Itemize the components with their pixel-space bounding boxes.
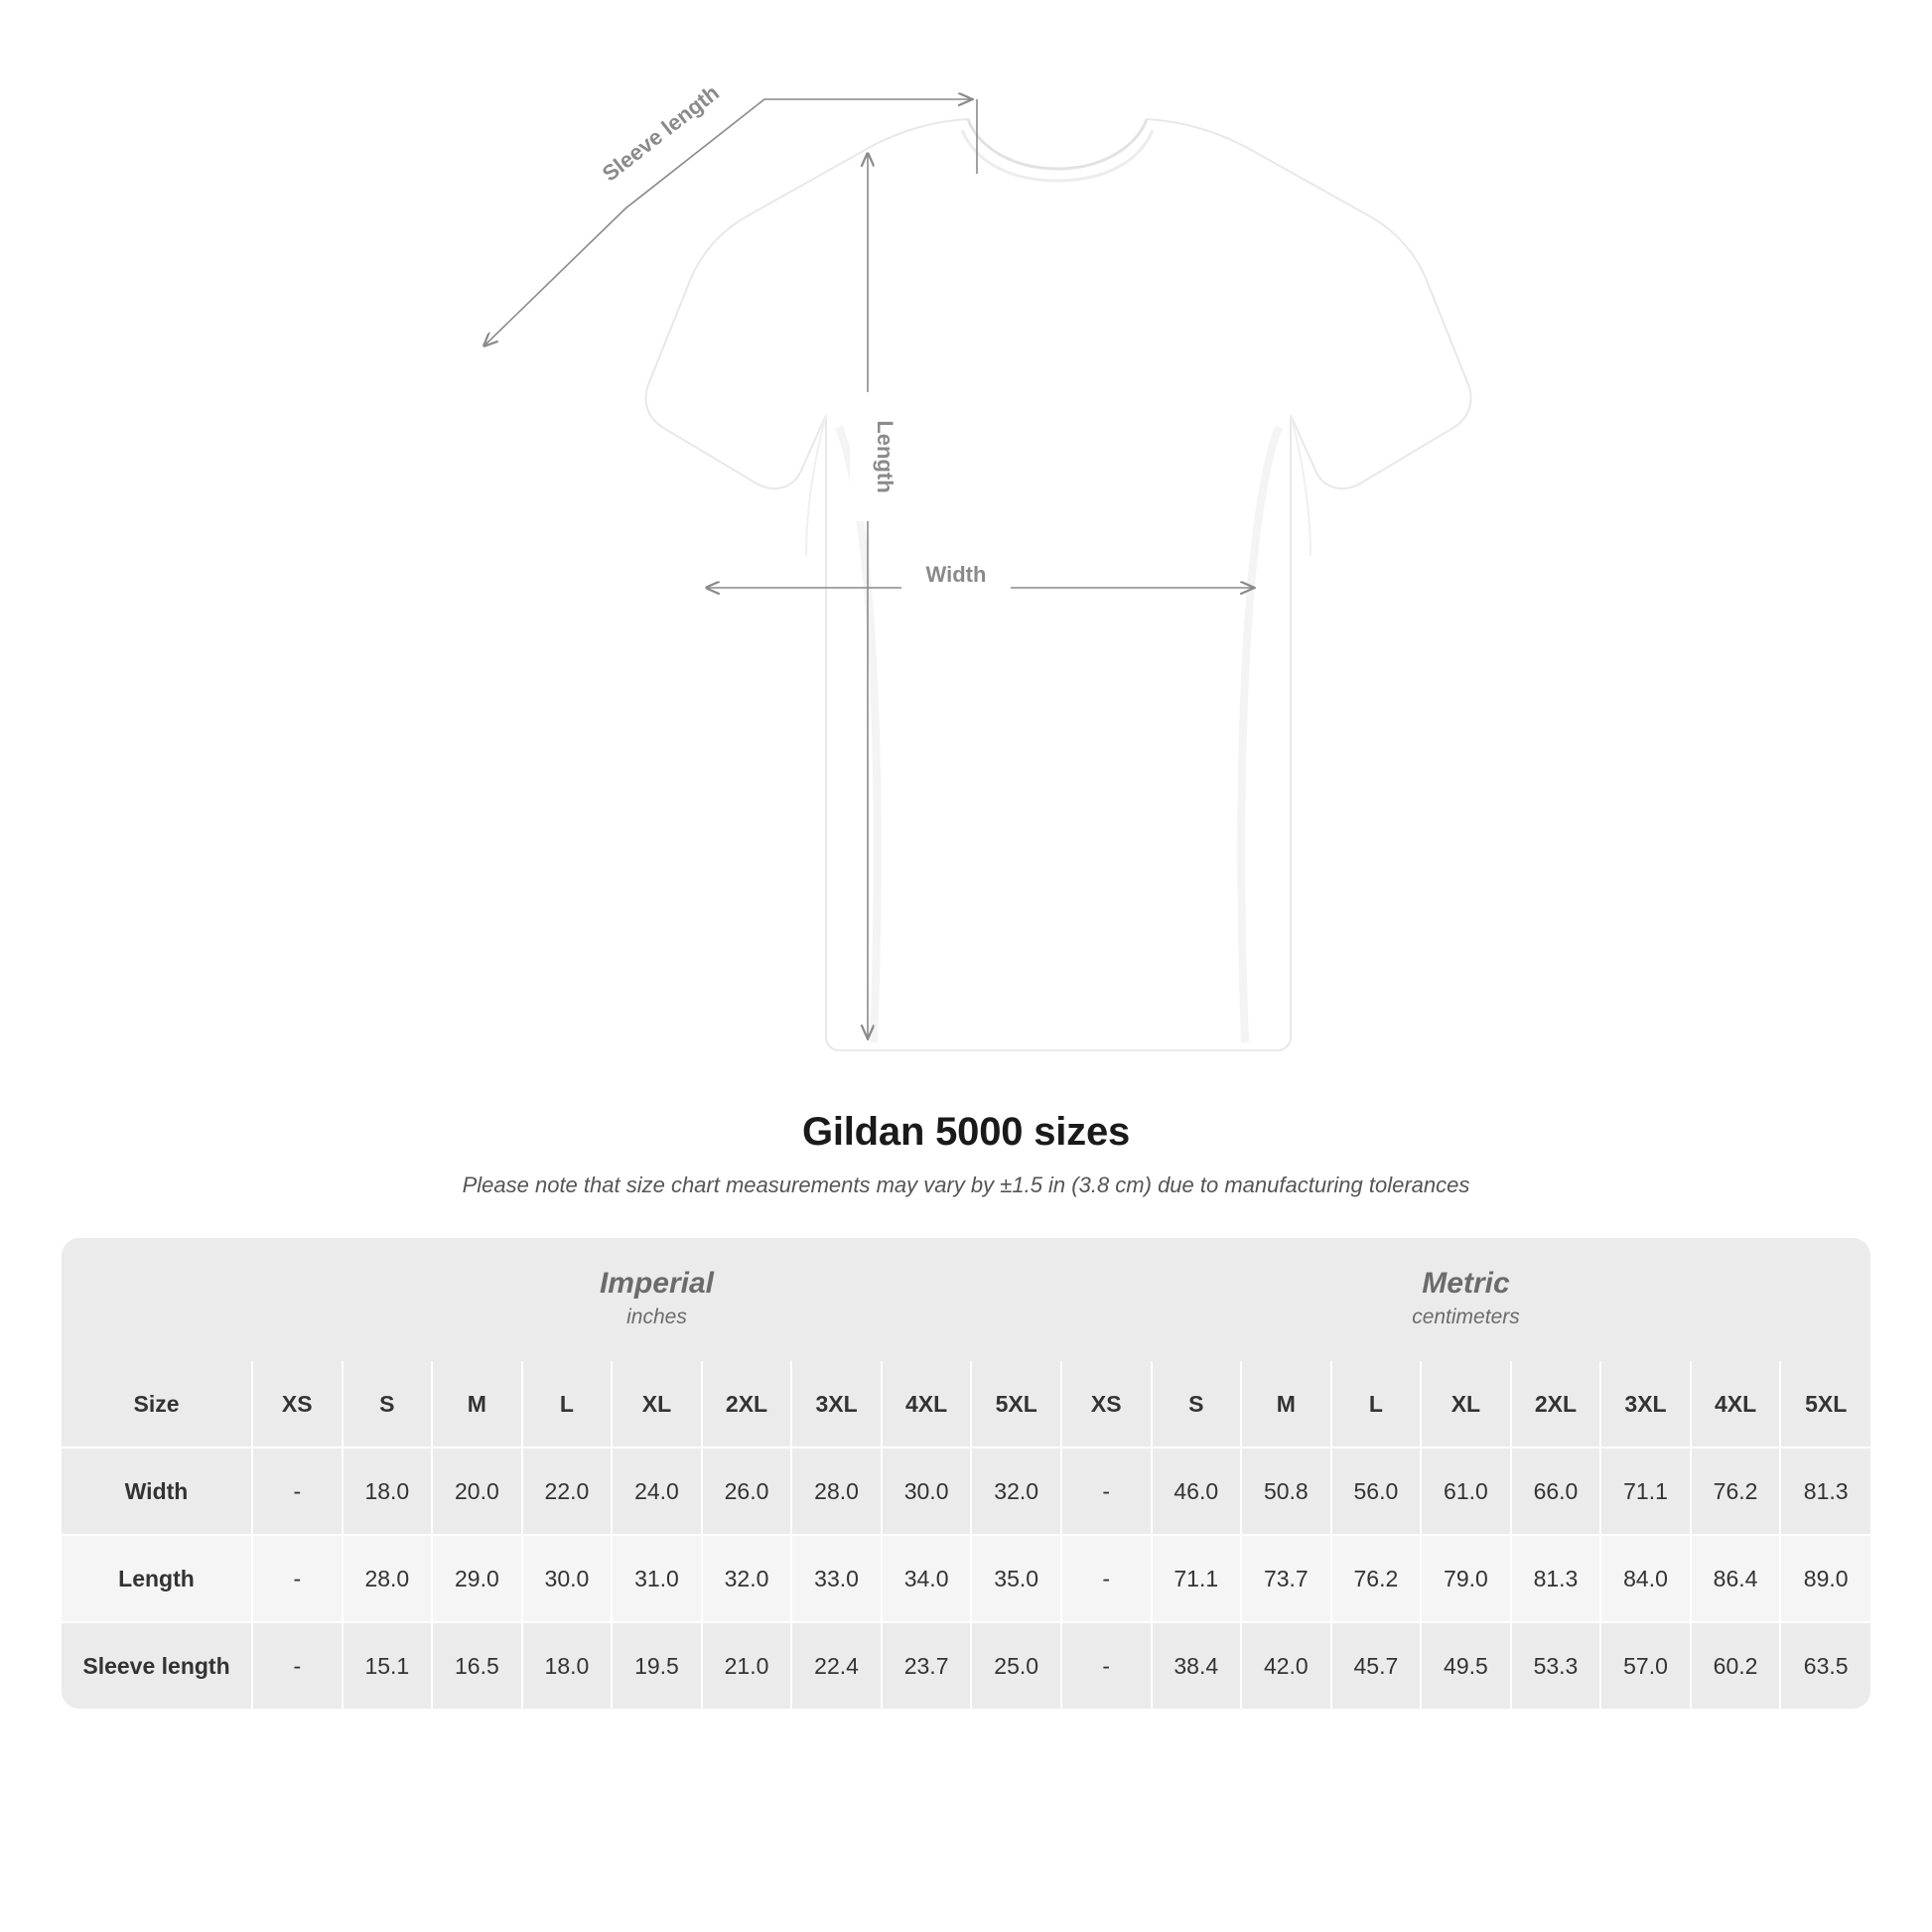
table-cell: 28.0	[343, 1535, 433, 1622]
row-label: Width	[62, 1448, 252, 1535]
table-cell: -	[252, 1448, 343, 1535]
length-label: Length	[873, 420, 897, 493]
table-cell: 18.0	[522, 1622, 613, 1709]
size-header-cell: 4XL	[1691, 1361, 1781, 1448]
unit-group-metric-name: Metric	[1422, 1267, 1510, 1300]
tshirt-shape	[646, 119, 1471, 1050]
size-header-cell: M	[432, 1361, 522, 1448]
table-cell: 45.7	[1331, 1622, 1422, 1709]
title-block	[0, 1110, 1932, 1198]
table-cell: 49.5	[1421, 1622, 1511, 1709]
table-cell: 81.3	[1511, 1535, 1601, 1622]
table-cell: 15.1	[343, 1622, 433, 1709]
table-cell: 81.3	[1780, 1448, 1870, 1535]
size-header-cell: L	[1331, 1361, 1422, 1448]
unit-group-metric-sub: centimeters	[1412, 1305, 1520, 1328]
size-header-cell: XL	[612, 1361, 702, 1448]
table-cell: 71.1	[1152, 1535, 1242, 1622]
size-header-cell: 2XL	[1511, 1361, 1601, 1448]
table-cell: 46.0	[1152, 1448, 1242, 1535]
size-header-cell: 4XL	[882, 1361, 972, 1448]
unit-header-row	[62, 1238, 1870, 1361]
size-header-cell: 5XL	[971, 1361, 1061, 1448]
table-cell: 22.4	[791, 1622, 882, 1709]
table-cell: 53.3	[1511, 1622, 1601, 1709]
table-cell: 61.0	[1421, 1448, 1511, 1535]
table-cell: 71.1	[1600, 1448, 1691, 1535]
table-cell: 33.0	[791, 1535, 882, 1622]
size-header-cell: XS	[252, 1361, 343, 1448]
table-cell: 76.2	[1331, 1535, 1422, 1622]
table-cell: 19.5	[612, 1622, 702, 1709]
size-header-cell: XS	[1061, 1361, 1152, 1448]
row-label: Length	[62, 1535, 252, 1622]
row-label: Sleeve length	[62, 1622, 252, 1709]
table-cell: -	[252, 1535, 343, 1622]
table-cell: 16.5	[432, 1622, 522, 1709]
size-table	[62, 1238, 1870, 1709]
table-cell: 24.0	[612, 1448, 702, 1535]
size-table-wrapper	[62, 1238, 1870, 1709]
table-cell: 30.0	[522, 1535, 613, 1622]
unit-group-imperial-name: Imperial	[599, 1267, 714, 1300]
table-cell: 63.5	[1780, 1622, 1870, 1709]
size-header-cell: M	[1241, 1361, 1331, 1448]
size-header-cell: 2XL	[702, 1361, 792, 1448]
unit-group-imperial	[252, 1238, 1061, 1361]
table-cell: 66.0	[1511, 1448, 1601, 1535]
table-cell: 60.2	[1691, 1622, 1781, 1709]
table-cell: 28.0	[791, 1448, 882, 1535]
size-header-cell: 5XL	[1780, 1361, 1870, 1448]
table-cell: 34.0	[882, 1535, 972, 1622]
tolerance-note: Please note that size chart measurements may vary by ±1.5 in (3.8 cm) due to manufacturing tolerances	[462, 1173, 1470, 1197]
table-cell: 20.0	[432, 1448, 522, 1535]
table-row	[62, 1535, 1870, 1622]
table-row	[62, 1622, 1870, 1709]
size-header-label: Size	[62, 1361, 252, 1448]
size-header-cell: S	[343, 1361, 433, 1448]
table-cell: 32.0	[702, 1535, 792, 1622]
table-cell: 22.0	[522, 1448, 613, 1535]
size-header-cell: L	[522, 1361, 613, 1448]
table-cell: 23.7	[882, 1622, 972, 1709]
table-cell: -	[1061, 1622, 1152, 1709]
size-header-row	[62, 1361, 1870, 1448]
table-cell: 35.0	[971, 1535, 1061, 1622]
size-header-cell: XL	[1421, 1361, 1511, 1448]
table-cell: -	[1061, 1535, 1152, 1622]
table-cell: 79.0	[1421, 1535, 1511, 1622]
unit-group-metric	[1061, 1238, 1870, 1361]
table-cell: 73.7	[1241, 1535, 1331, 1622]
table-cell: 76.2	[1691, 1448, 1781, 1535]
table-cell: 57.0	[1600, 1622, 1691, 1709]
page-title: Gildan 5000 sizes	[801, 1110, 1131, 1154]
width-label: Width	[925, 562, 987, 587]
table-row	[62, 1448, 1870, 1535]
table-cell: 38.4	[1152, 1622, 1242, 1709]
table-cell: 42.0	[1241, 1622, 1331, 1709]
table-cell: 56.0	[1331, 1448, 1422, 1535]
table-cell: 30.0	[882, 1448, 972, 1535]
table-cell: -	[1061, 1448, 1152, 1535]
table-cell: 18.0	[343, 1448, 433, 1535]
table-cell: 86.4	[1691, 1535, 1781, 1622]
sleeve-length-label: Sleeve length	[597, 79, 724, 187]
table-cell: 29.0	[432, 1535, 522, 1622]
unit-header-spacer	[62, 1238, 252, 1361]
size-header-cell: 3XL	[1600, 1361, 1691, 1448]
table-cell: 32.0	[971, 1448, 1061, 1535]
table-cell: -	[252, 1622, 343, 1709]
table-cell: 89.0	[1780, 1535, 1870, 1622]
size-header-cell: S	[1152, 1361, 1242, 1448]
table-cell: 50.8	[1241, 1448, 1331, 1535]
unit-group-imperial-sub: inches	[626, 1305, 687, 1328]
table-cell: 21.0	[702, 1622, 792, 1709]
table-cell: 26.0	[702, 1448, 792, 1535]
table-cell: 25.0	[971, 1622, 1061, 1709]
table-cell: 84.0	[1600, 1535, 1691, 1622]
size-header-cell: 3XL	[791, 1361, 882, 1448]
table-cell: 31.0	[612, 1535, 702, 1622]
